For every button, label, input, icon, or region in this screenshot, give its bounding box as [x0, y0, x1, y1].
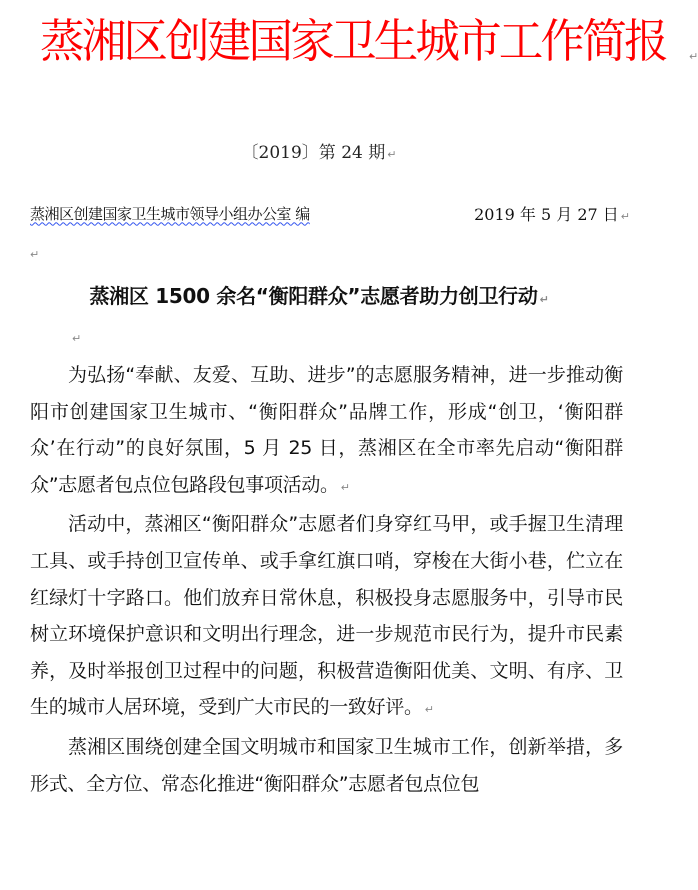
issue-number	[0, 140, 638, 168]
article-paragraph-text: 蒸湘区围绕创建全国文明城市和国家卫生城市工作，创新举措，多形式、全方位、常态化推进“衡阳群众”志愿者包点位包	[30, 735, 623, 795]
paragraph-mark-icon: ↵	[620, 209, 630, 223]
paragraph-mark-icon: ↵	[387, 148, 397, 161]
paragraph-mark-icon: ↵	[72, 332, 82, 345]
article-paragraph	[30, 506, 623, 729]
issuer-name: 蒸湘区创建国家卫生城市领导小组办公室 编	[30, 204, 310, 223]
article-headline	[0, 280, 638, 316]
masthead	[40, 10, 698, 80]
masthead-title: 蒸湘区创建国家卫生城市工作简报	[40, 14, 666, 68]
article-paragraph-text: 为弘扬“奉献、友爱、互助、进步”的志愿服务精神，进一步推动衡阳市创建国家卫生城市、“衡阳群众”品牌工作，形成“创卫，‘衡阳群众’在行动”的良好氛围，5 月 25 日，蒸湘区在全市率先启动“衡阳群众”志愿者包点位包路段包事项活动。	[30, 364, 623, 496]
paragraph-mark-icon: ↵	[340, 480, 350, 494]
issue-date	[474, 202, 630, 225]
article-headline-text: 蒸湘区 1500 余名“衡阳群众”志愿者助力创卫行动	[89, 284, 538, 308]
issue-date-text: 2019 年 5 月 27 日	[474, 204, 619, 224]
paragraph-mark-icon: ↵	[30, 248, 40, 261]
article-body	[30, 357, 623, 802]
paragraph-mark-icon: ↵	[539, 293, 549, 306]
paragraph-mark-icon: ↵	[689, 50, 698, 63]
issuer-row	[30, 200, 630, 226]
article-paragraph-text: 活动中，蒸湘区“衡阳群众”志愿者们身穿红马甲，或手握卫生清理工具、或手持创卫宣传单、或手拿红旗口哨，穿梭在大街小巷，伫立在红绿灯十字路口。他们放弃日常休息，积极投身志愿服务中，引导市民树立环境保护意识和文明出行理念，进一步规范市民行为，提升市民素养，及时举报创卫过程中的问题，积极营造衡阳优美、文明、有序、卫生的城市人居环境，受到广大市民的一致好评。	[30, 513, 623, 719]
issue-number-text: 〔2019〕第 24 期	[241, 143, 386, 163]
article-paragraph	[30, 729, 623, 802]
paragraph-mark-icon: ↵	[424, 703, 434, 717]
article-paragraph	[30, 357, 623, 506]
